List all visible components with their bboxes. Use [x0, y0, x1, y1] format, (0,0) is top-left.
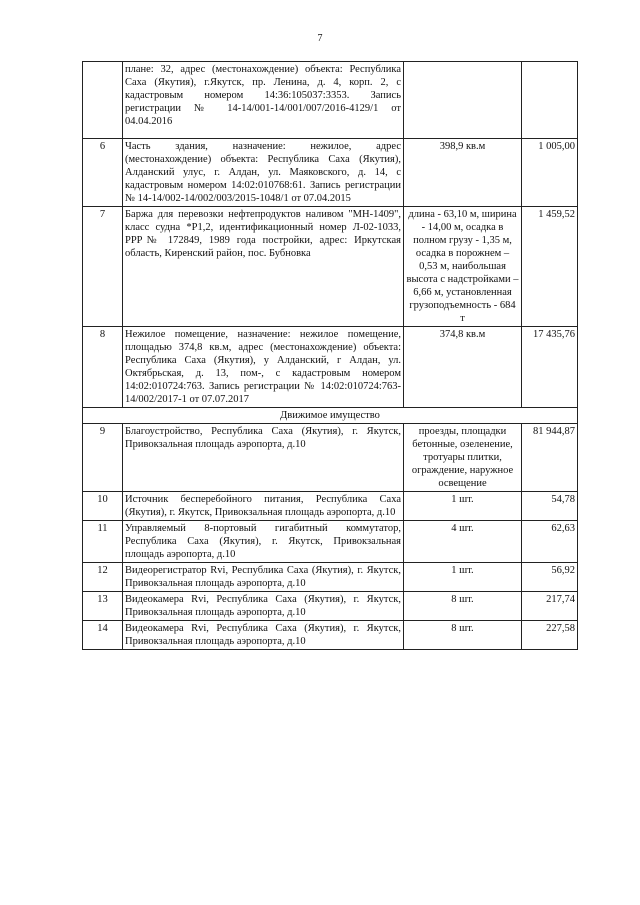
row-quantity: 8 шт.: [404, 621, 522, 650]
row-number: [83, 62, 123, 139]
row-description: Часть здания, назначение: нежилое, адрес (местонахождение) объекта: Республика Саха (Якутия), Алданский улус, г. Алдан, ул. Маяковского, д. 14, с кадастровым номером 14:02:010768:61. Запись регистрации № 14-14/002-14/002/003/2015-1048/1 от 07.04.2015: [123, 139, 404, 207]
section-row: [83, 408, 578, 424]
row-value: [522, 62, 578, 139]
row-quantity: 398,9 кв.м: [404, 139, 522, 207]
row-value: 56,92: [522, 563, 578, 592]
row-value: 227,58: [522, 621, 578, 650]
row-description: плане: 32, адрес (местонахождение) объекта: Республика Саха (Якутия), г.Якутск, пр. Ленина, д. 4, корп. 2, с кадастровым номером 14:36:105037:3353. Запись регистрации № 14-14/001-14/001/007/2016-4129/1 от 04.04.2016: [123, 62, 404, 139]
table-row: [83, 207, 578, 327]
section-title: Движимое имущество: [83, 408, 578, 424]
row-description: Благоустройство, Республика Саха (Якутия), г. Якутск, Привокзальная площадь аэропорта, д.10: [123, 424, 404, 492]
row-number: 11: [83, 521, 123, 563]
property-table: [82, 61, 578, 650]
row-number: 12: [83, 563, 123, 592]
row-quantity: 1 шт.: [404, 492, 522, 521]
row-value: 62,63: [522, 521, 578, 563]
row-quantity: [404, 62, 522, 139]
row-value: 1 005,00: [522, 139, 578, 207]
table-row: [83, 139, 578, 207]
row-description: Нежилое помещение, назначение: нежилое помещение, площадью 374,8 кв.м, адрес (местонахождение) объекта: Республика Саха (Якутия), у Алданский, г Алдан, ул. Октябрьская, д. 13, пом-, с кадастровым номером 14:02:010724:763. Запись регистрации № 14:02:010724:763-14/002/2017-1 от 07.07.2017: [123, 327, 404, 408]
row-quantity: проезды, площадки бетонные, озеленение, тротуары плитки, ограждение, наружное освещение: [404, 424, 522, 492]
page-number: 7: [317, 33, 323, 44]
table-row: [83, 424, 578, 492]
row-description: Баржа для перевозки нефтепродуктов наливом "МН-1409", класс судна *Р1,2, идентификационный номер Л-02-1033, РРР№ 172849, 1989 года постройки, адрес: Иркутская область, Киренский район, пос. Бубновка: [123, 207, 404, 327]
row-description: Источник бесперебойного питания, Республика Саха (Якутия), г. Якутск, Привокзальная площадь аэропорта, д.10: [123, 492, 404, 521]
row-number: 7: [83, 207, 123, 327]
row-description: Видеокамера Rvi, Республика Саха (Якутия), г. Якутск, Привокзальная площадь аэропорта, д.10: [123, 592, 404, 621]
row-number: 9: [83, 424, 123, 492]
table-row: [83, 62, 578, 139]
row-description: Управляемый 8-портовый гигабитный коммутатор, Республика Саха (Якутия), г. Якутск, Привокзальная площадь аэропорта, д.10: [123, 521, 404, 563]
row-value: 17 435,76: [522, 327, 578, 408]
row-number: 14: [83, 621, 123, 650]
row-quantity: 8 шт.: [404, 592, 522, 621]
row-description: Видеорегистратор Rvi, Республика Саха (Якутия), г. Якутск, Привокзальная площадь аэропорта, д.10: [123, 563, 404, 592]
table-row: [83, 621, 578, 650]
row-value: 217,74: [522, 592, 578, 621]
row-value: 1 459,52: [522, 207, 578, 327]
table-row: [83, 521, 578, 563]
row-quantity: 374,8 кв.м: [404, 327, 522, 408]
row-number: 6: [83, 139, 123, 207]
row-number: 10: [83, 492, 123, 521]
row-quantity: 4 шт.: [404, 521, 522, 563]
row-description: Видеокамера Rvi, Республика Саха (Якутия), г. Якутск, Привокзальная площадь аэропорта, д.10: [123, 621, 404, 650]
row-value: 54,78: [522, 492, 578, 521]
row-quantity: 1 шт.: [404, 563, 522, 592]
table-row: [83, 563, 578, 592]
row-number: 8: [83, 327, 123, 408]
table-row: [83, 492, 578, 521]
row-quantity: длина - 63,10 м, ширина - 14,00 м, осадка в полном грузу - 1,35 м, осадка в порожнем – 0,53 м, наибольшая высота с надстройками – 6,66 м, установленная грузоподъемность - 684 т: [404, 207, 522, 327]
table-row: [83, 592, 578, 621]
row-number: 13: [83, 592, 123, 621]
table-row: [83, 327, 578, 408]
row-value: 81 944,87: [522, 424, 578, 492]
